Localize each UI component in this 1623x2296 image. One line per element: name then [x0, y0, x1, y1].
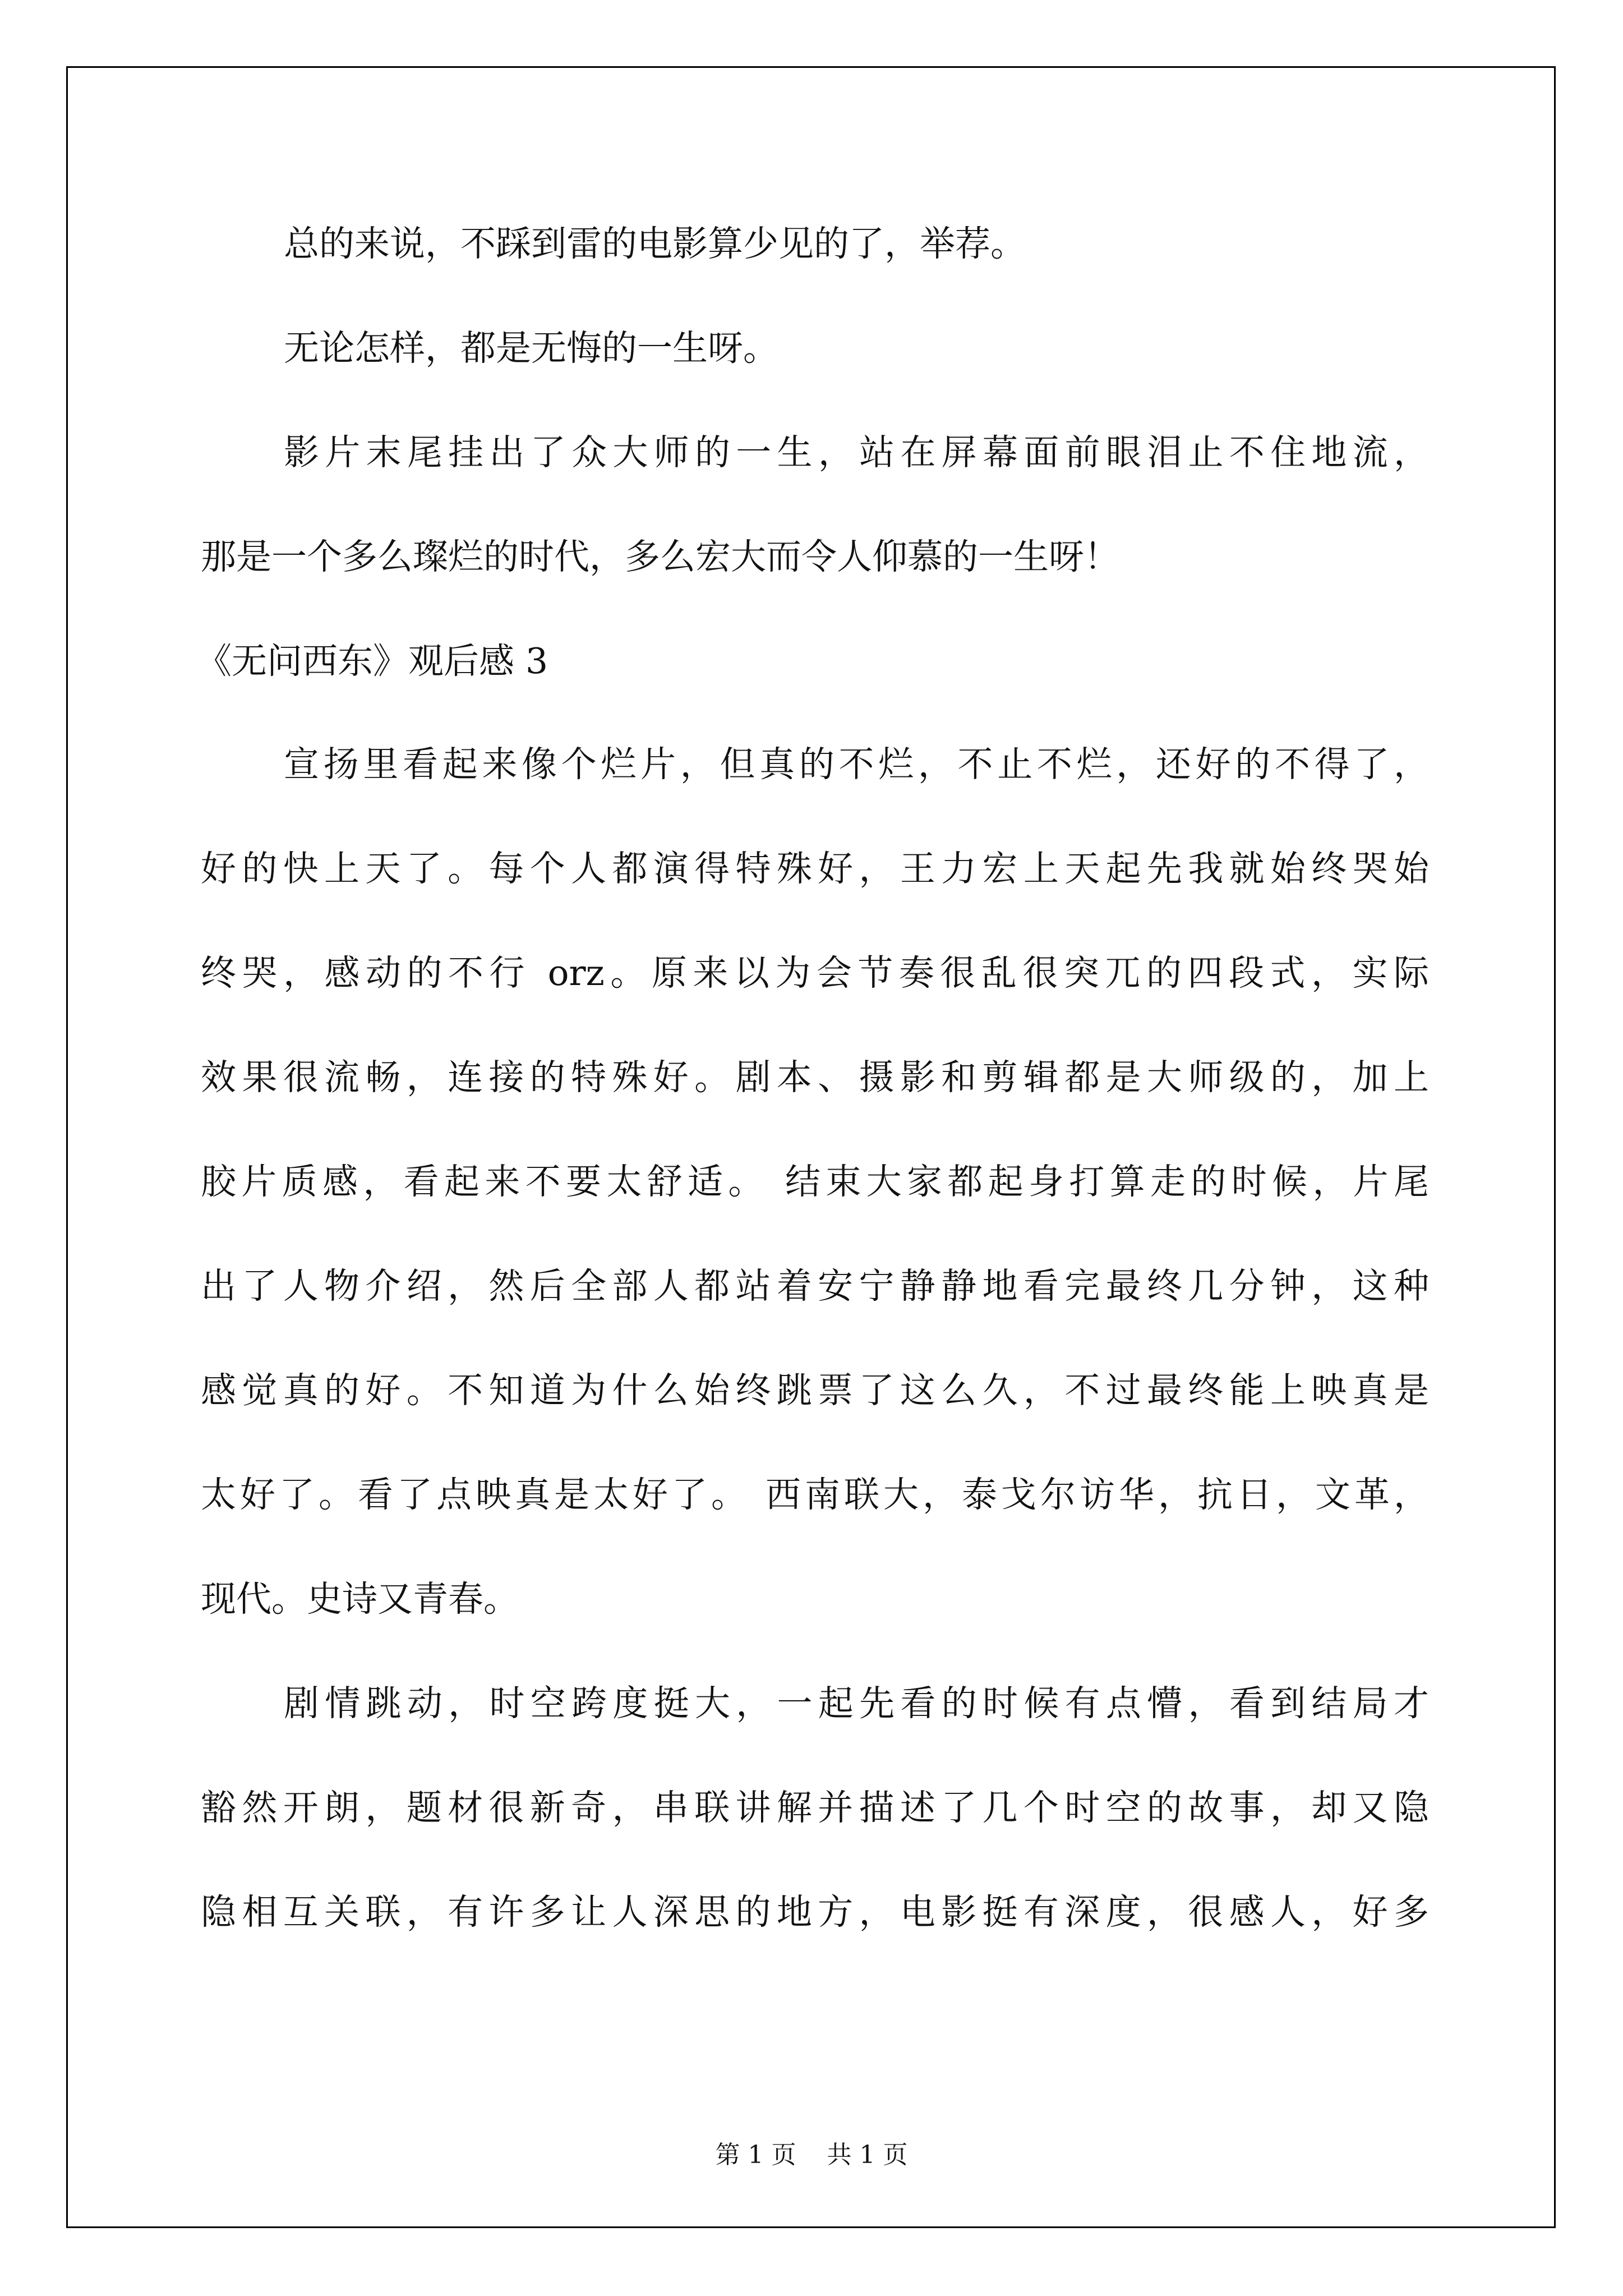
paragraph-line: 好的快上天了。每个人都演得特殊好，王力宏上天起先我就始终哭始: [201, 848, 1429, 889]
paragraph-line: 无论怎样，都是无悔的一生呀。: [284, 328, 778, 369]
paragraph-line: 豁然开朗，题材很新奇，串联讲解并描述了几个时空的故事，却又隐: [201, 1787, 1429, 1828]
paragraph-line: 那是一个多么璨烂的时代，多么宏大而令人仰慕的一生呀！: [201, 536, 1119, 577]
paragraph-line: 宣扬里看起来像个烂片，但真的不烂，不止不烂，还好的不得了，: [284, 744, 1429, 785]
page-footer: [0, 2138, 1623, 2172]
paragraph-line: 感觉真的好。不知道为什么始终跳票了这么久，不过最终能上映真是: [201, 1370, 1429, 1411]
paragraph-line: 剧情跳动，时空跨度挺大，一起先看的时候有点懵，看到结局才: [284, 1683, 1429, 1724]
section-heading: 《无问西东》观后感 3: [196, 641, 548, 682]
paragraph-line: 现代。史诗又青春。: [201, 1579, 519, 1619]
page-total: 共 1 页: [827, 2141, 908, 2169]
paragraph-line: 隐相互关联，有许多让人深思的地方，电影挺有深度，很感人，好多: [201, 1892, 1429, 1932]
paragraph-line: 效果很流畅，连接的特殊好。剧本、摄影和剪辑都是大师级的，加上: [201, 1057, 1429, 1098]
paragraph-line: 总的来说，不踩到雷的电影算少见的了，举荐。: [284, 223, 1026, 264]
paragraph-line: 影片末尾挂出了众大师的一生，站在屏幕面前眼泪止不住地流，: [284, 432, 1429, 473]
paragraph-line: 终哭，感动的不行 orz。原来以为会节奏很乱很突兀的四段式，实际: [201, 953, 1429, 993]
paragraph-line: 胶片质感，看起来不要太舒适。 结束大家都起身打算走的时候，片尾: [201, 1161, 1429, 1202]
paragraph-line: 太好了。看了点映真是太好了。 西南联大，泰戈尔访华，抗日，文革，: [201, 1474, 1429, 1515]
document-body: [196, 216, 1429, 1989]
paragraph-line: 出了人物介绍，然后全部人都站着安宁静静地看完最终几分钟，这种: [201, 1266, 1429, 1306]
page-number: 第 1 页: [715, 2141, 796, 2169]
